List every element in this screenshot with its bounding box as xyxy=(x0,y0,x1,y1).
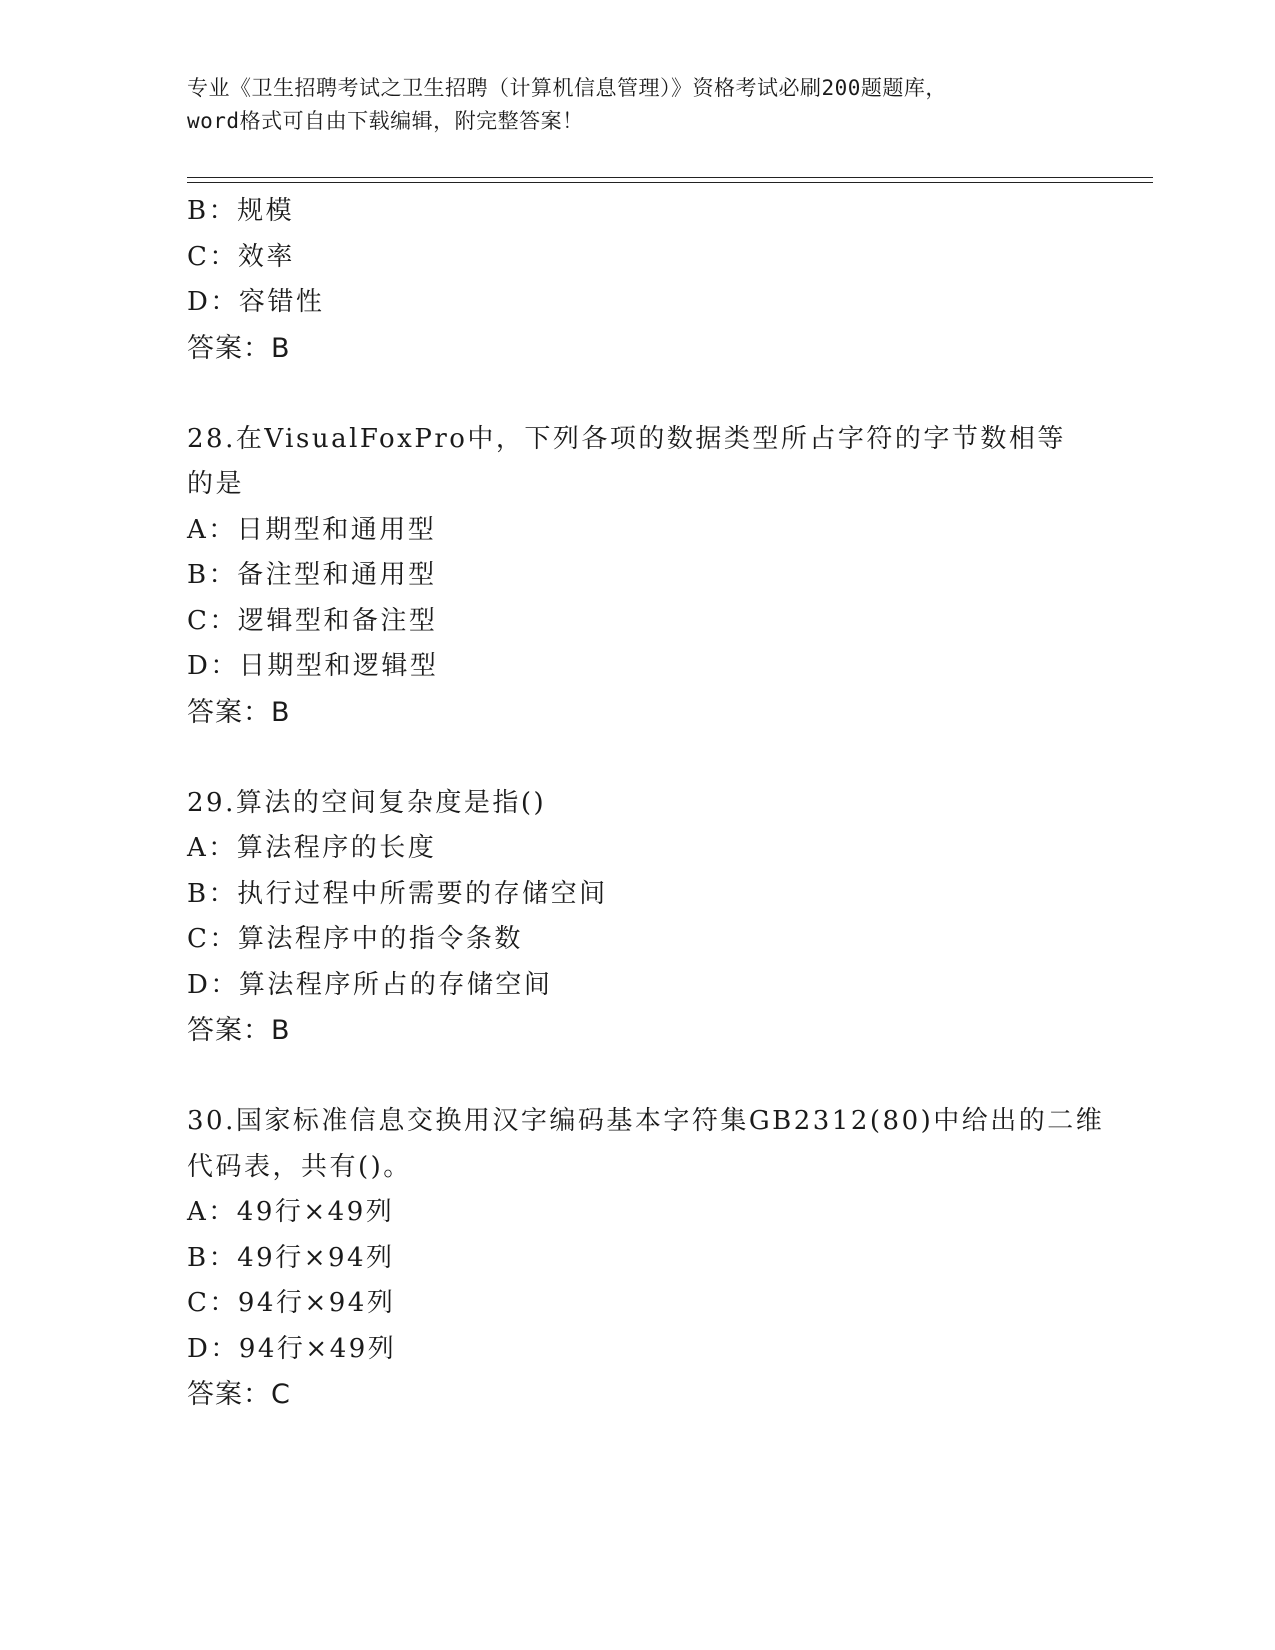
option-a: A：49行×49列 xyxy=(187,1197,395,1227)
header-divider-bottom xyxy=(187,182,1153,183)
header-line-1: 专业《卫生招聘考试之卫生招聘（计算机信息管理）》资格考试必刷200题题库， xyxy=(187,76,947,100)
option-b: B：49行×94列 xyxy=(187,1242,395,1273)
question-30 xyxy=(187,1099,1105,1418)
option-b: B：执行过程中所需要的存储空间 xyxy=(187,878,608,909)
answer-line: 答案：B xyxy=(187,1015,291,1046)
option-c: C：94行×94列 xyxy=(187,1288,396,1318)
option-d: D：算法程序所占的存储空间 xyxy=(187,969,553,1000)
option-a: A：算法程序的长度 xyxy=(187,833,437,863)
question-28 xyxy=(187,417,1087,736)
option-d: D：日期型和逻辑型 xyxy=(187,651,439,681)
answer-line: 答案：B xyxy=(187,332,291,364)
option-c: C：效率 xyxy=(187,241,295,272)
header-divider-top xyxy=(187,177,1153,178)
question-stem: 28.在VisualFoxPro中，下列各项的数据类型所占字符的字节数相等 xyxy=(187,423,1066,454)
question-stem: 30.国家标准信息交换用汉字编码基本字符集GB2312(80)中给出的二维 xyxy=(187,1106,1105,1136)
question-stem: 的是 xyxy=(187,469,245,499)
option-c: C：逻辑型和备注型 xyxy=(187,605,438,636)
answer-line: 答案：B xyxy=(187,696,291,728)
option-c: C：算法程序中的指令条数 xyxy=(187,924,523,954)
answer-line: 答案：C xyxy=(187,1379,291,1410)
option-b: B：备注型和通用型 xyxy=(187,560,437,590)
option-a: A：日期型和通用型 xyxy=(187,514,437,545)
option-d: D：容错性 xyxy=(187,287,325,317)
question-content xyxy=(187,189,1105,1418)
question-fragment xyxy=(187,189,1087,371)
question-29 xyxy=(187,781,1087,1054)
question-stem: 代码表，共有()。 xyxy=(187,1151,412,1182)
question-stem: 29.算法的空间复杂度是指() xyxy=(187,787,547,818)
header-line-2: word格式可自由下载编辑，附完整答案！ xyxy=(187,109,584,133)
option-d: D：94行×49列 xyxy=(187,1333,397,1364)
document-header xyxy=(187,72,1087,138)
option-b: B：规模 xyxy=(187,196,295,226)
